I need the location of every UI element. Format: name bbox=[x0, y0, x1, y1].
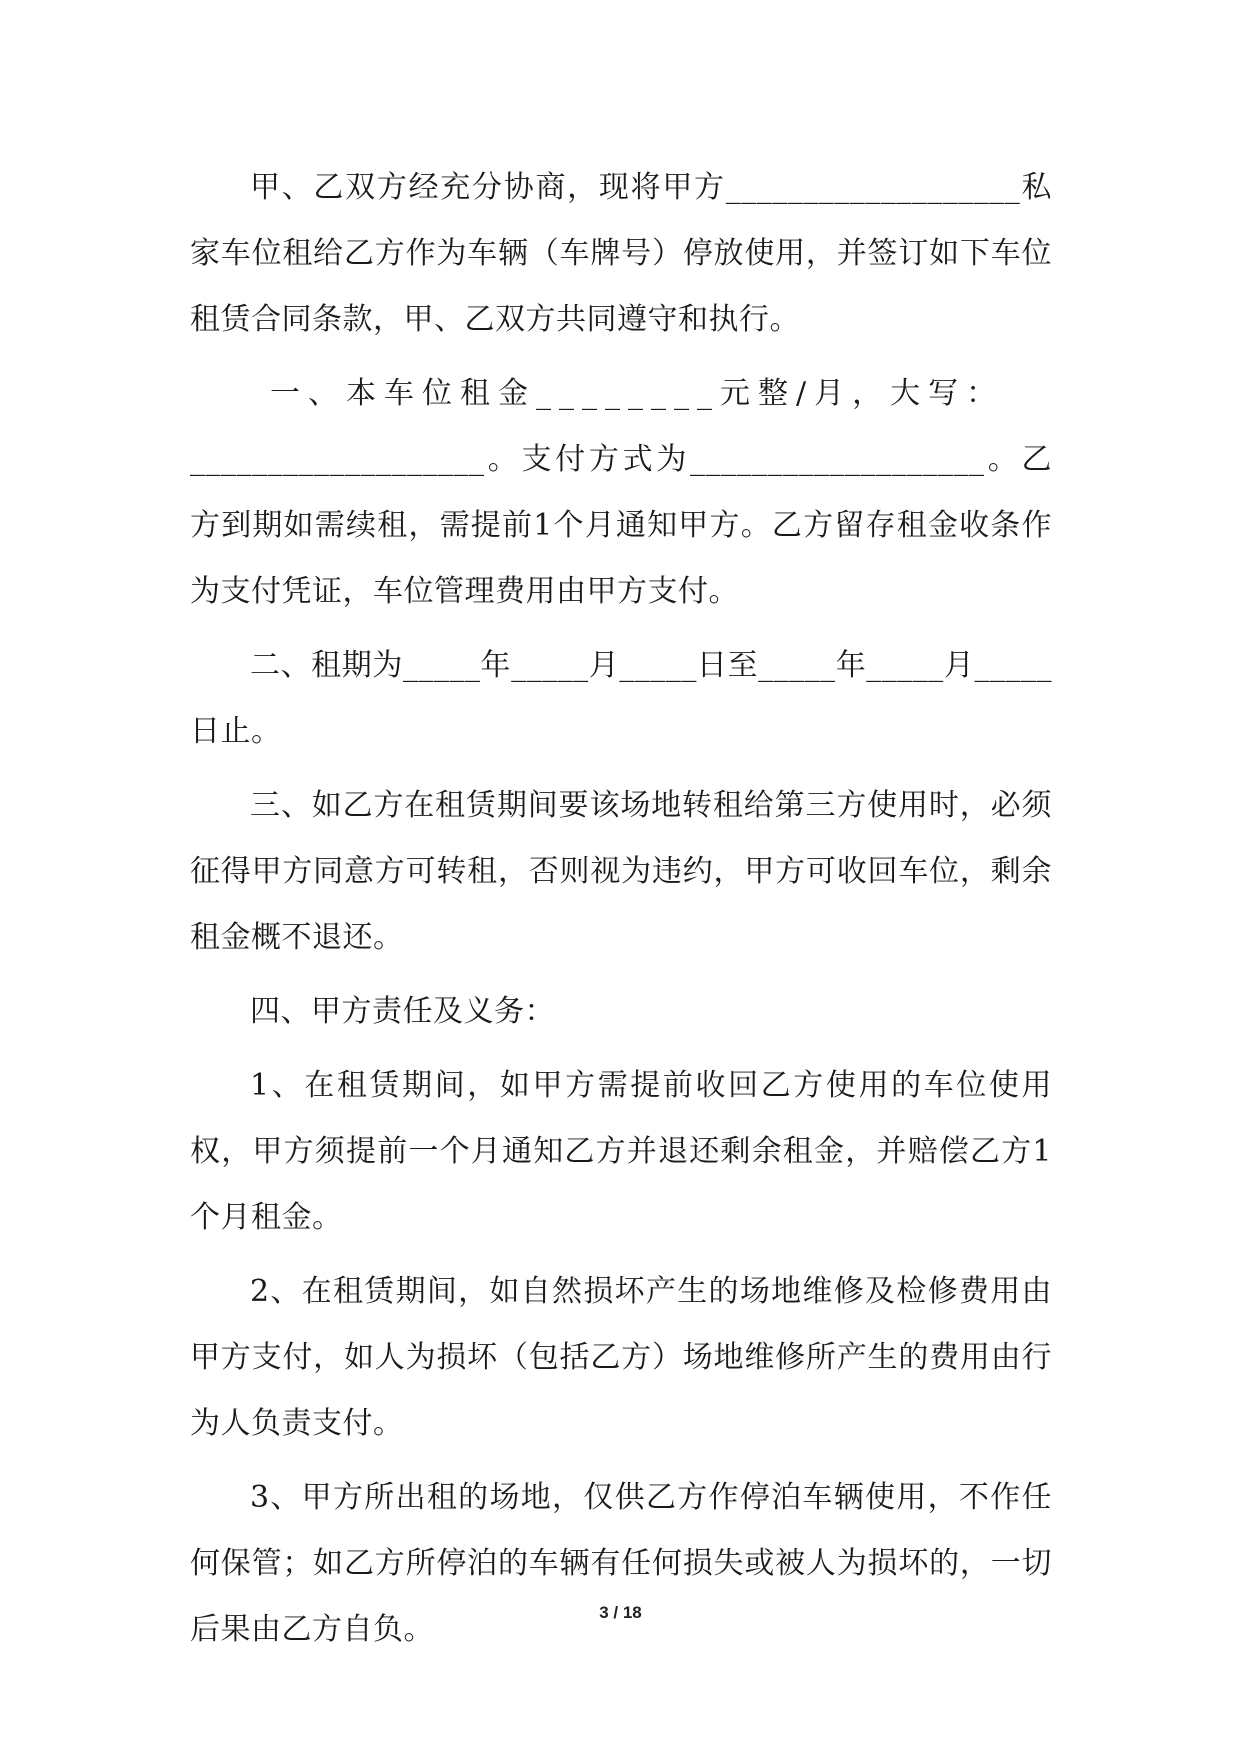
paragraph-lease-term: 二、租期为_____年_____月_____日至_____年_____月_____日止。 bbox=[190, 648, 1052, 749]
paragraph-rent-amount bbox=[190, 361, 1052, 625]
paragraph-duty-2: 2、在租赁期间，如自然损坏产生的场地维修及检修费用由甲方支付，如人为损坏（包括乙方）场地维修所产生的费用由行为人负责支付。 bbox=[190, 1274, 1052, 1441]
rent-amount-text: 一、本车位租金________元整/月，大写： bbox=[270, 376, 1005, 411]
paragraph-sublease: 三、如乙方在租赁期间要该场地转租给第三方使用时，必须征得甲方同意方可转租，否则视为违约，甲方可收回车位，剩余租金概不退还。 bbox=[190, 788, 1052, 955]
paragraph-duty-1: 1、在租赁期间，如甲方需提前收回乙方使用的车位使用权，甲方须提前一个月通知乙方并退还剩余租金，并赔偿乙方1个月租金。 bbox=[190, 1068, 1052, 1235]
heading-party-a-duties: 四、甲方责任及义务： bbox=[250, 994, 555, 1029]
document-body bbox=[190, 155, 1052, 1671]
paragraph-duty-3: 3、甲方所出租的场地，仅供乙方作停泊车辆使用，不作任何保管；如乙方所停泊的车辆有任何损失或被人为损坏的，一切后果由乙方自负。 bbox=[190, 1480, 1052, 1647]
rent-payment-text: ___________________。支付方式为___________________。乙方到期如需续租，需提前1个月通知甲方。乙方留存租金收条作为支付凭证，车位管理费用由甲方支付。 bbox=[190, 442, 1052, 609]
paragraph-intro: 甲、乙双方经充分协商，现将甲方___________________私家车位租给乙方作为车辆（车牌号）停放使用，并签订如下车位租赁合同条款，甲、乙双方共同遵守和执行。 bbox=[190, 170, 1052, 337]
page-number: 3 / 18 bbox=[599, 1603, 642, 1622]
